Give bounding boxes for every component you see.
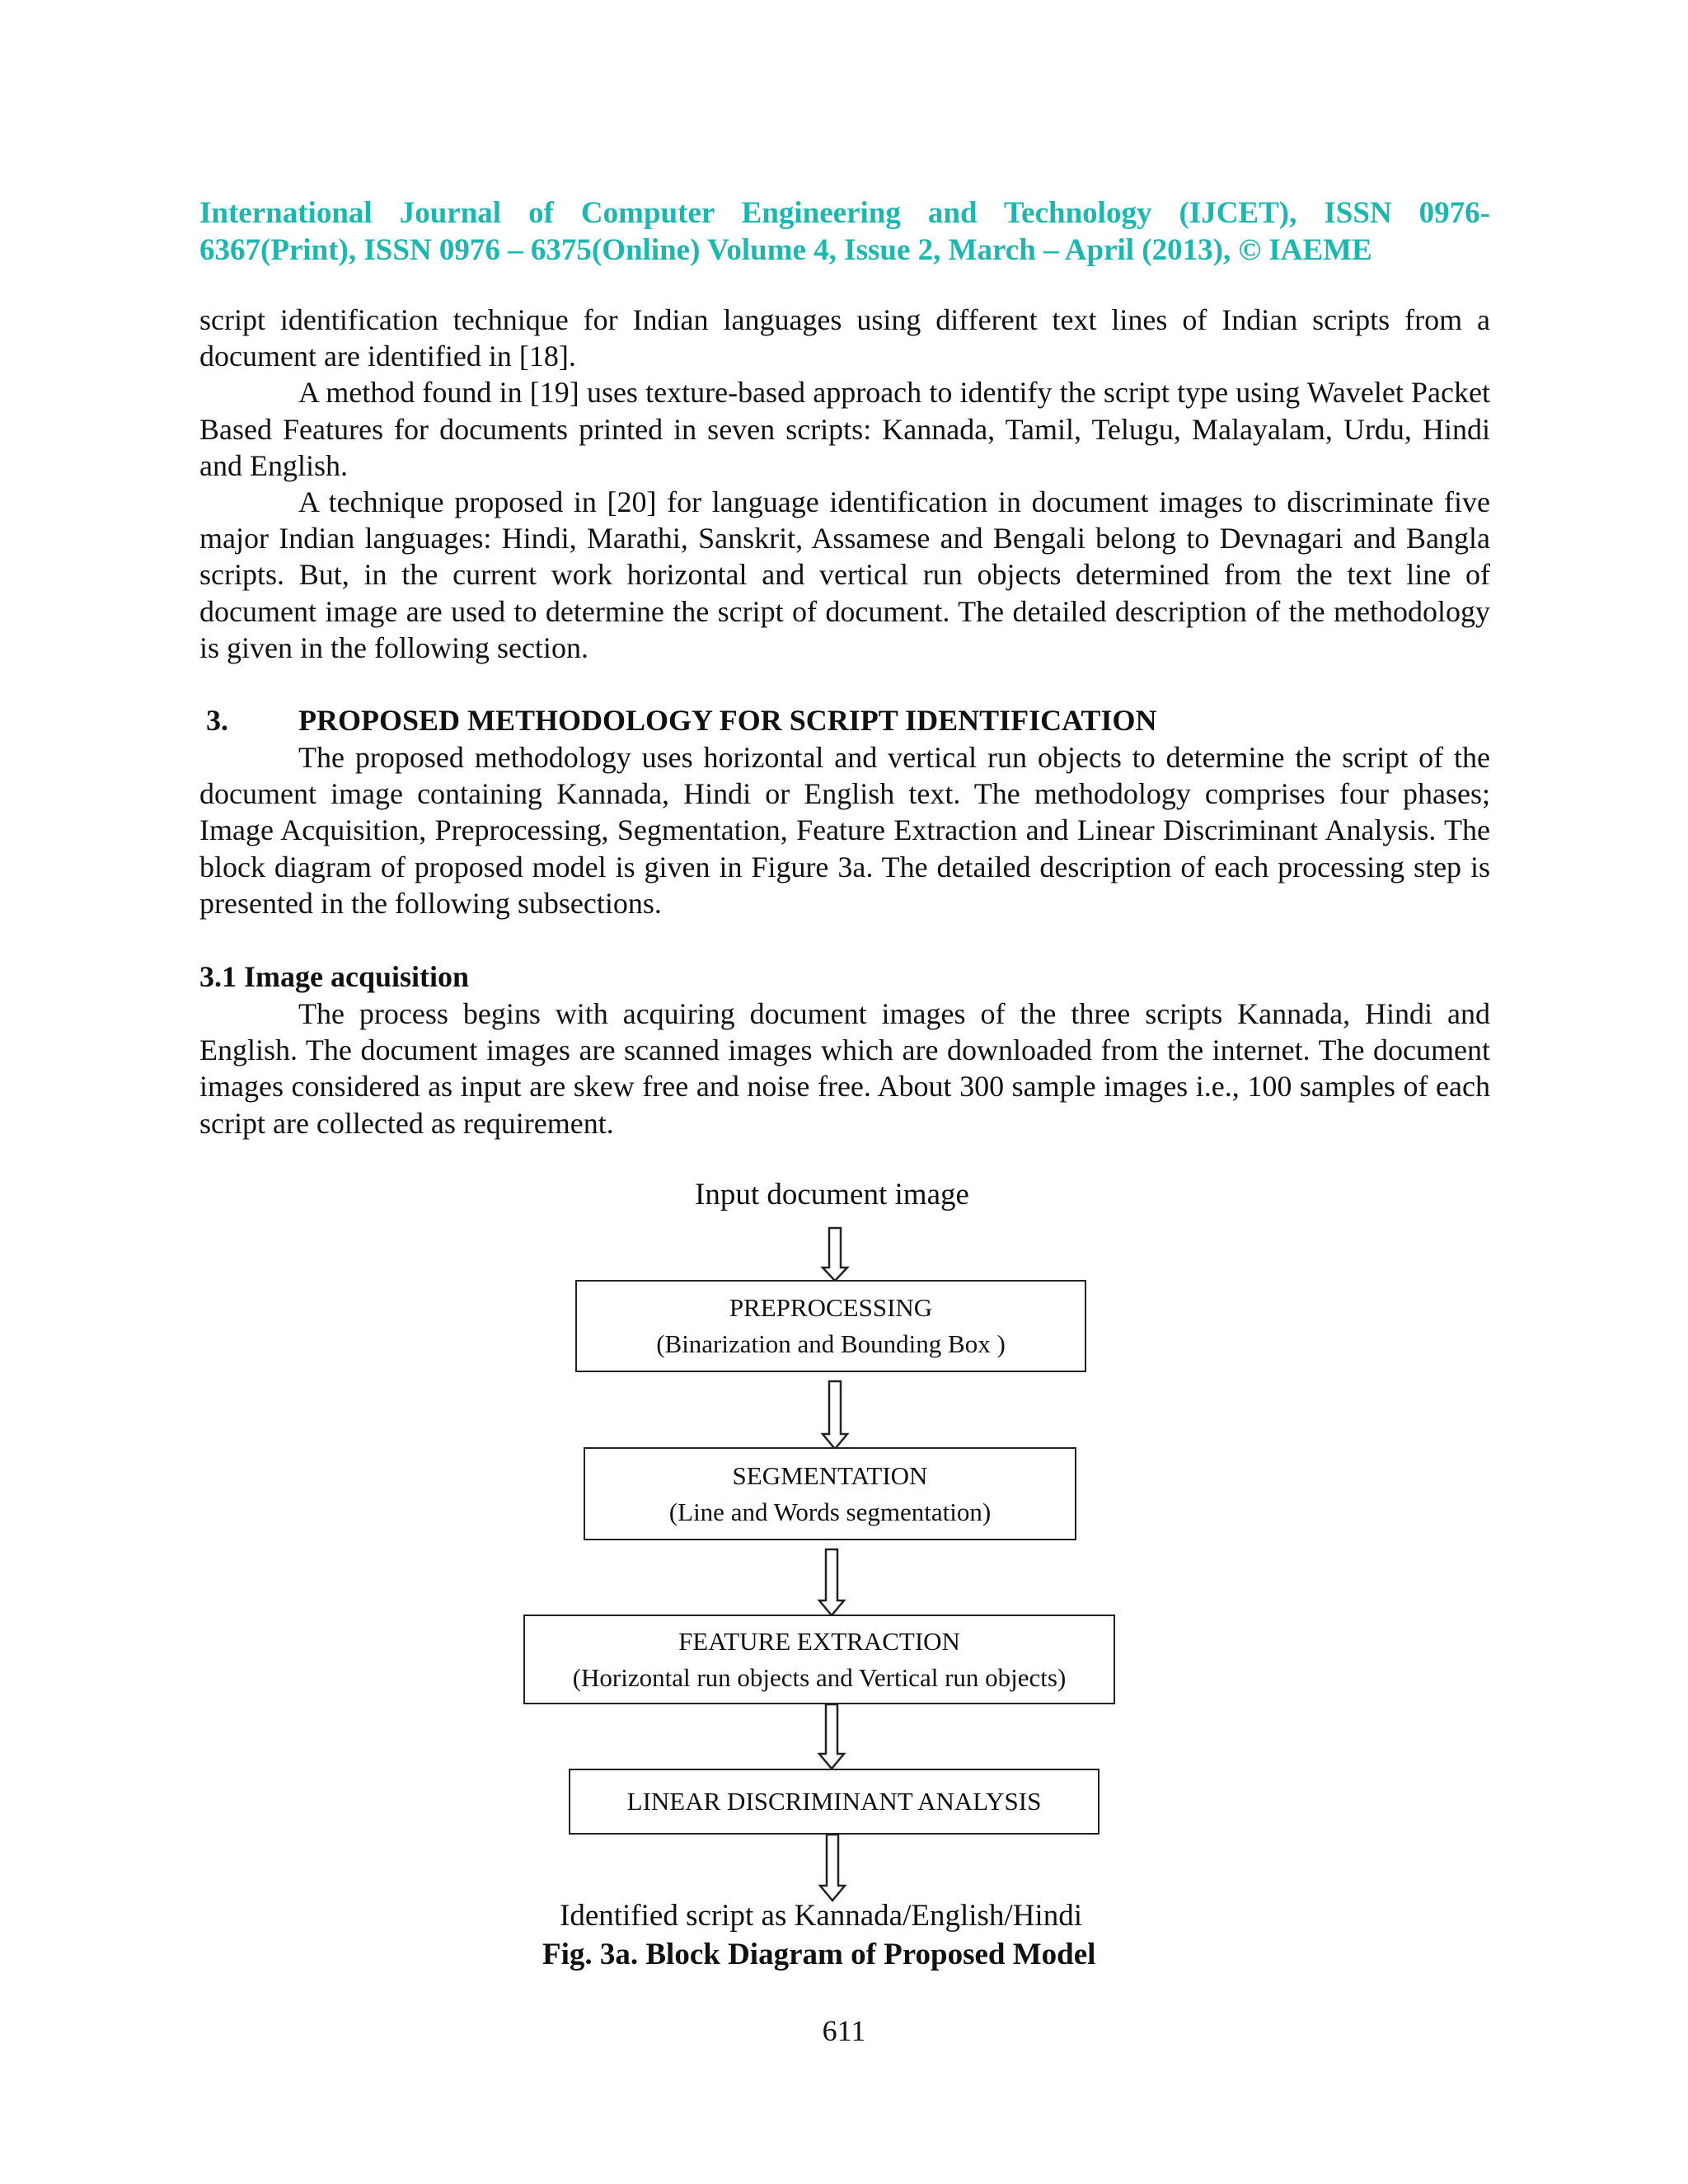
journal-header <box>199 194 1490 269</box>
preprocessing-title: PREPROCESSING <box>729 1293 933 1322</box>
down-arrow-4 <box>818 1704 846 1770</box>
feature-extraction-subtitle: (Horizontal run objects and Vertical run objects) <box>572 1662 1067 1692</box>
intro-text <box>199 302 1490 666</box>
down-arrow-3 <box>818 1549 846 1617</box>
section-3-paragraph: The proposed methodology uses horizontal and vertical run objects to determine the script of the document image containing Kannada, Hindi or English text. The methodology comprises four phases; Image Acquisition, Preprocessing, Segmentation, Feature Extraction and Linear Discriminant Analysis. The block diagram of proposed model is given in Figure 3a. The detailed description of each processing step is presented in the following subsections. <box>199 741 1490 920</box>
down-arrow-2 <box>821 1381 849 1451</box>
intro-paragraph-3: A technique proposed in [20] for language identification in document images to discriminate five major Indian languages: Hindi, Marathi, Sanskrit, Assamese and Bengali belong to Devnagari and Bangla scripts. But, in the current work horizontal and vertical run objects determined from the text line of document image are used to determine the script of document. The detailed description of the methodology is given in the following section. <box>199 485 1490 664</box>
figure-caption: Fig. 3a. Block Diagram of Proposed Model <box>542 1938 1096 1971</box>
section-3-number: 3. <box>206 704 228 737</box>
section-3-title: PROPOSED METHODOLOGY FOR SCRIPT IDENTIFICATION <box>298 704 1157 737</box>
lda-title: LINEAR DISCRIMINANT ANALYSIS <box>626 1787 1042 1816</box>
section-3-1-paragraph: The process begins with acquiring document images of the three scripts Kannada, Hindi and English. The document images are scanned images which are downloaded from the internet. The document images considered as input are skew free and noise free. About 300 sample images i.e., 100 samples of each script are collected as requirement. <box>199 997 1490 1140</box>
preprocessing-subtitle: (Binarization and Bounding Box ) <box>656 1329 1006 1358</box>
section-3-1-text <box>199 996 1490 1141</box>
feature-extraction-title: FEATURE EXTRACTION <box>678 1626 960 1656</box>
down-arrow-5 <box>818 1835 846 1902</box>
down-arrow-1 <box>821 1228 849 1282</box>
section-3-text <box>199 739 1490 921</box>
feature-extraction-box <box>523 1615 1115 1704</box>
preprocessing-box <box>575 1280 1086 1372</box>
lda-box <box>569 1769 1100 1835</box>
intro-paragraph-2: A method found in [19] uses texture-based approach to identify the script type using Wavelet Packet Based Features for documents printed in seven scripts: Kannada, Tamil, Telugu, Malayalam, Urdu, Hindi and English. <box>199 376 1490 482</box>
figure-output-label: Identified script as Kannada/English/Hindi <box>560 1899 1082 1933</box>
segmentation-subtitle: (Line and Words segmentation) <box>668 1497 992 1526</box>
journal-header-line-1: International Journal of Computer Engineering and Technology (IJCET), ISSN 0976- <box>199 196 1490 230</box>
intro-paragraph-1: script identification technique for Indian languages using different text lines of Indian scripts from a document are identified in [18]. <box>199 303 1490 373</box>
page-number: 611 <box>822 2014 866 2047</box>
journal-header-line-2: 6367(Print), ISSN 0976 – 6375(Online) Volume 4, Issue 2, March – April (2013), © IAEME <box>199 233 1372 267</box>
section-3-1-heading: 3.1 Image acquisition <box>199 960 470 993</box>
segmentation-title: SEGMENTATION <box>732 1460 928 1490</box>
figure-input-label: Input document image <box>695 1178 969 1212</box>
segmentation-box <box>584 1447 1076 1540</box>
section-3-heading <box>206 702 1156 738</box>
